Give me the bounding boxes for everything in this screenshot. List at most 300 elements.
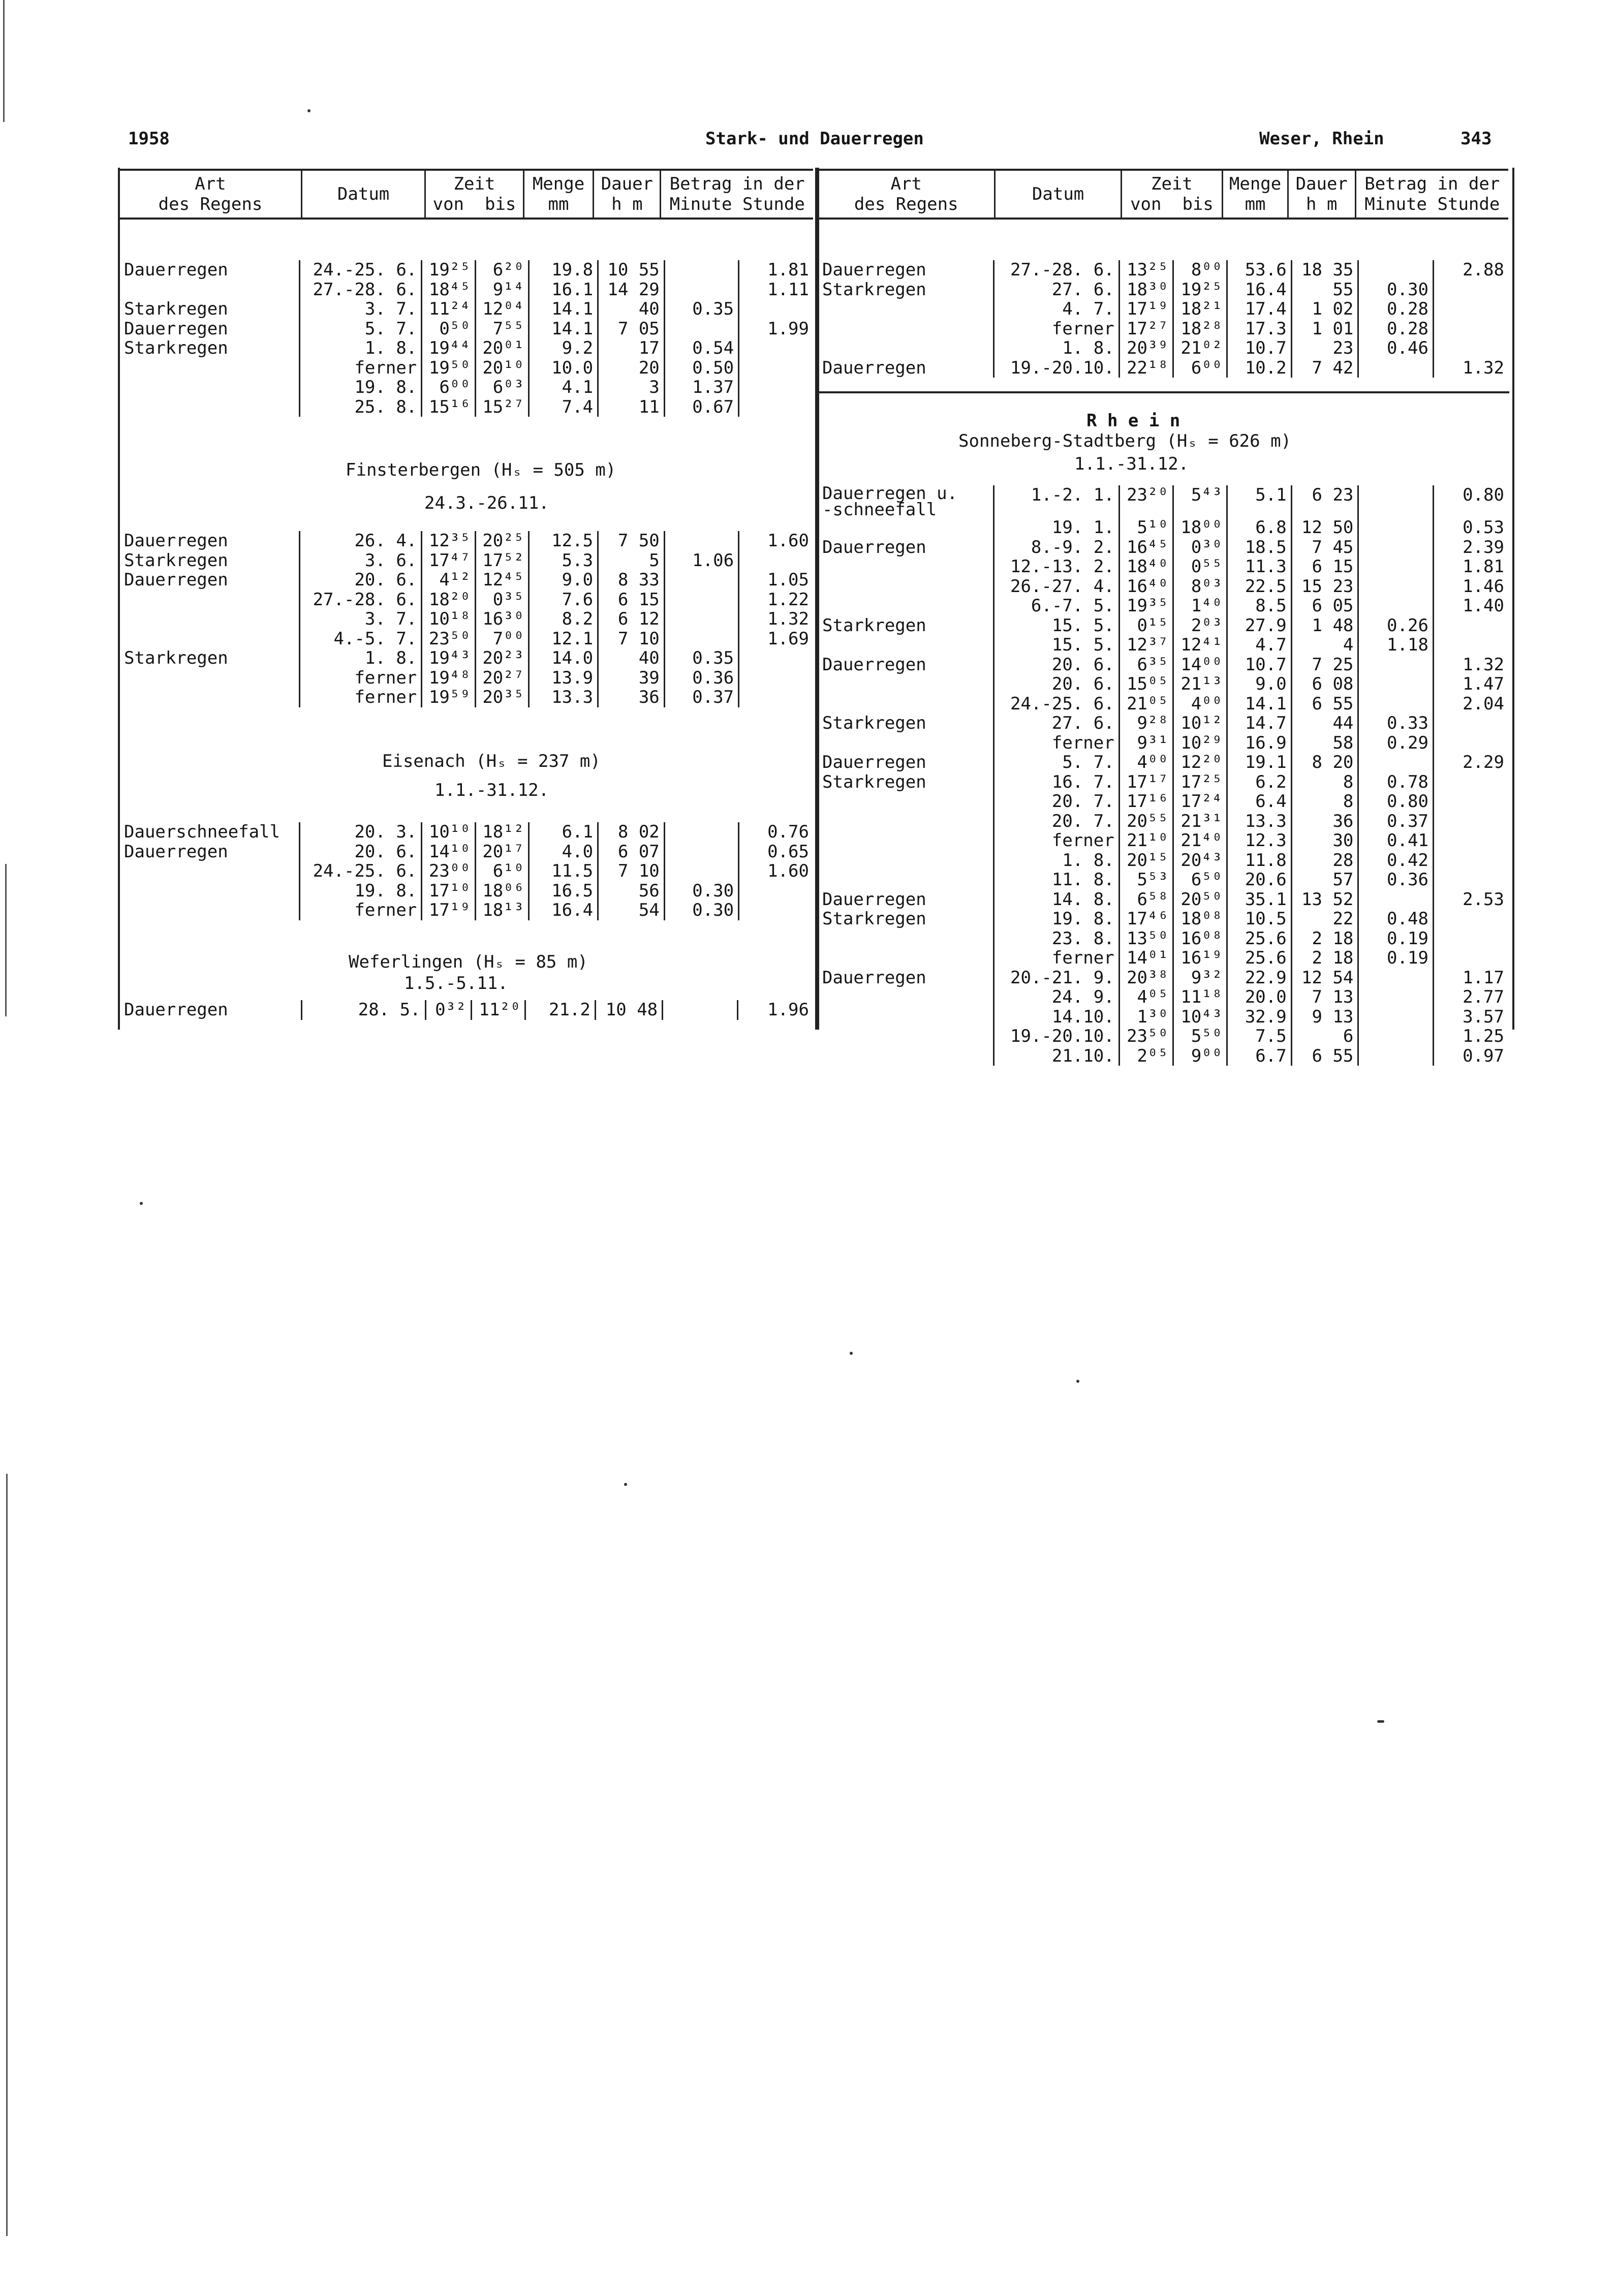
table-row <box>120 1000 813 1020</box>
row-menge: 13.3 <box>1227 812 1291 831</box>
row-stunde: 1.32 <box>739 609 813 629</box>
scan-dot <box>624 1483 627 1486</box>
row-minute <box>664 822 738 842</box>
row-art <box>120 668 299 688</box>
row-stunde <box>739 881 813 901</box>
row-art <box>818 948 994 968</box>
row-datum: 14. 8. <box>994 890 1120 910</box>
row-datum: ferner <box>994 733 1120 753</box>
row-bis: 0³⁰ <box>1173 538 1227 557</box>
table-row <box>818 753 1508 772</box>
row-datum: 27.-28. 6. <box>299 280 421 300</box>
row-menge: 8.5 <box>1227 596 1291 616</box>
row-minute <box>1358 674 1434 694</box>
left-column-header <box>120 169 813 220</box>
row-stunde <box>739 358 813 378</box>
row-von: 0¹⁵ <box>1119 616 1173 636</box>
hdr-menge: Menge mm <box>523 170 593 219</box>
hdr-betrag: Betrag in der Minute Stunde <box>1355 170 1508 219</box>
row-datum: 24.-25. 6. <box>299 260 421 280</box>
table-row <box>120 901 813 920</box>
row-menge: 14.1 <box>529 299 598 319</box>
row-stunde: 1.11 <box>739 280 813 300</box>
row-art <box>120 861 299 881</box>
row-menge: 17.4 <box>1227 299 1291 319</box>
row-bis: 20¹⁷ <box>475 842 529 862</box>
row-menge: 53.6 <box>1227 260 1291 280</box>
row-datum: 19. 1. <box>994 518 1120 538</box>
table-row <box>120 688 813 707</box>
row-menge: 14.0 <box>529 648 598 668</box>
row-art: Dauerregen <box>822 967 926 988</box>
hdr-art: Art des Regens <box>854 174 958 214</box>
row-von: 23²⁰ <box>1119 485 1173 518</box>
row-stunde <box>739 397 813 417</box>
row-minute <box>1358 968 1434 988</box>
row-dauer: 6 15 <box>1291 557 1358 577</box>
row-minute <box>664 629 738 649</box>
table-row <box>818 1046 1508 1066</box>
row-art <box>818 557 994 577</box>
row-minute <box>1358 557 1434 577</box>
row-bis: 5⁵⁰ <box>1173 1027 1227 1046</box>
row-art: Dauerregen <box>822 654 926 675</box>
table-row <box>120 842 813 862</box>
table-row <box>818 870 1508 890</box>
row-minute: 0.30 <box>664 901 738 920</box>
row-art <box>120 280 299 300</box>
row-von: 17⁴⁶ <box>1119 909 1173 929</box>
row-art <box>818 319 994 339</box>
row-art: Dauerregen <box>822 260 926 280</box>
row-stunde: 1.96 <box>738 1000 813 1020</box>
row-dauer: 6 23 <box>1291 485 1358 518</box>
row-von: 15⁰⁵ <box>1119 674 1173 694</box>
scan-edge-mark <box>5 864 7 1016</box>
row-minute: 0.46 <box>1358 338 1434 358</box>
rhein-separator <box>817 391 1509 393</box>
row-datum: 28. 5. <box>302 1000 425 1020</box>
row-dauer: 22 <box>1291 909 1358 929</box>
row-datum: 15. 5. <box>994 616 1120 636</box>
row-minute <box>664 861 738 881</box>
row-minute: 0.30 <box>664 881 738 901</box>
row-menge: 14.1 <box>1227 694 1291 714</box>
row-bis: 8⁰⁰ <box>1173 260 1227 280</box>
row-von: 20¹⁵ <box>1119 851 1173 871</box>
row-datum: 19. 8. <box>299 881 421 901</box>
row-menge: 32.9 <box>1227 1007 1291 1027</box>
row-datum: 1. 8. <box>299 648 421 668</box>
row-von: 0³² <box>425 1000 471 1020</box>
row-art: Dauerregen u. -schneefall <box>822 483 958 520</box>
table-row <box>120 338 813 358</box>
row-art: Starkregen <box>822 771 926 792</box>
row-menge: 14.1 <box>529 319 598 339</box>
row-art <box>818 733 994 753</box>
row-dauer: 8 <box>1291 772 1358 792</box>
row-minute: 0.54 <box>664 338 738 358</box>
row-art <box>818 635 994 655</box>
row-stunde <box>1433 870 1508 890</box>
row-von: 4⁰⁰ <box>1119 753 1173 772</box>
row-bis: 10¹² <box>1173 713 1227 733</box>
row-datum: ferner <box>994 948 1120 968</box>
row-stunde: 1.40 <box>1433 596 1508 616</box>
row-datum: 5. 7. <box>299 319 421 339</box>
row-stunde: 1.32 <box>1433 358 1508 378</box>
row-minute <box>1358 1046 1434 1066</box>
row-von: 13²⁵ <box>1119 260 1173 280</box>
row-art: Dauerregen <box>822 889 926 910</box>
row-von: 17¹⁶ <box>1119 792 1173 812</box>
row-menge: 8.2 <box>529 609 598 629</box>
row-bis: 6⁰³ <box>475 378 529 397</box>
row-dauer: 10 55 <box>598 260 665 280</box>
row-dauer: 2 18 <box>1291 948 1358 968</box>
row-datum: 25. 8. <box>299 397 421 417</box>
row-datum: 20. 3. <box>299 822 421 842</box>
row-minute: 0.37 <box>664 688 738 707</box>
row-dauer: 54 <box>598 901 665 920</box>
row-von: 17¹⁰ <box>422 881 475 901</box>
row-minute <box>1358 1027 1434 1046</box>
row-stunde: 2.77 <box>1433 987 1508 1007</box>
row-menge: 21.2 <box>525 1000 596 1020</box>
row-stunde <box>1433 635 1508 655</box>
scan-dot <box>1076 1380 1079 1383</box>
row-dauer: 20 <box>598 358 665 378</box>
row-von: 19⁵⁹ <box>422 688 475 707</box>
row-dauer: 55 <box>1291 280 1358 300</box>
table-row <box>818 485 1508 518</box>
row-bis: 18⁰⁸ <box>1173 909 1227 929</box>
row-art: Dauerregen <box>124 841 228 862</box>
row-menge: 16.1 <box>529 280 598 300</box>
row-minute <box>1358 538 1434 557</box>
row-stunde <box>1433 733 1508 753</box>
right-column-header <box>818 169 1508 220</box>
table-row <box>120 280 813 300</box>
row-minute <box>1358 655 1434 675</box>
table-row <box>120 648 813 668</box>
table-row <box>818 968 1508 988</box>
row-datum: 26. 4. <box>299 531 421 551</box>
row-von: 5⁵³ <box>1119 870 1173 890</box>
row-minute: 0.28 <box>1358 319 1434 339</box>
row-art <box>818 851 994 871</box>
row-art: Starkregen <box>822 279 926 300</box>
row-datum: ferner <box>299 358 421 378</box>
row-bis: 12⁴¹ <box>1173 635 1227 655</box>
row-datum: 3. 7. <box>299 299 421 319</box>
row-minute: 1.18 <box>1358 635 1434 655</box>
row-minute <box>1358 260 1434 280</box>
row-menge: 12.5 <box>529 531 598 551</box>
row-art <box>120 378 299 397</box>
row-bis: 20⁵⁰ <box>1173 890 1227 910</box>
station-period-sonneberg: 1.1.-31.12. <box>1074 454 1189 474</box>
row-dauer: 7 10 <box>598 861 665 881</box>
row-art: Dauerregen <box>822 752 926 772</box>
row-dauer: 6 08 <box>1291 674 1358 694</box>
row-art <box>120 358 299 378</box>
row-dauer: 7 13 <box>1291 987 1358 1007</box>
row-minute: 0.67 <box>664 397 738 417</box>
row-von: 16⁴⁰ <box>1119 577 1173 597</box>
row-bis: 17⁵² <box>475 551 529 571</box>
row-menge: 22.9 <box>1227 968 1291 988</box>
row-minute <box>664 842 738 862</box>
row-von: 18⁴⁵ <box>422 280 475 300</box>
row-bis: 21¹³ <box>1173 674 1227 694</box>
scan-edge-mark <box>3 0 5 122</box>
row-stunde <box>1433 713 1508 733</box>
row-minute: 0.36 <box>1358 870 1434 890</box>
table-row <box>120 881 813 901</box>
row-stunde <box>1433 909 1508 929</box>
row-bis: 20⁴³ <box>1173 851 1227 871</box>
row-menge: 16.5 <box>529 881 598 901</box>
row-bis: 5⁴³ <box>1173 485 1227 518</box>
row-datum: 16. 7. <box>994 772 1120 792</box>
row-art: Dauerregen <box>124 318 228 339</box>
table-row <box>120 531 813 551</box>
row-menge: 9.0 <box>529 570 598 590</box>
row-dauer: 6 55 <box>1291 694 1358 714</box>
row-von: 20³⁹ <box>1119 338 1173 358</box>
row-dauer: 40 <box>598 648 665 668</box>
page-region: Weser, Rhein <box>1259 129 1384 149</box>
row-dauer: 5 <box>598 551 665 571</box>
row-art <box>120 688 299 707</box>
row-datum: ferner <box>299 688 421 707</box>
row-art <box>120 881 299 901</box>
table-row <box>818 635 1508 655</box>
row-dauer: 28 <box>1291 851 1358 871</box>
row-menge: 17.3 <box>1227 319 1291 339</box>
table-row <box>120 319 813 339</box>
row-stunde <box>739 668 813 688</box>
row-minute: 0.33 <box>1358 713 1434 733</box>
row-datum: 20. 6. <box>994 655 1120 675</box>
row-datum: 19. 8. <box>994 909 1120 929</box>
row-von: 19⁵⁰ <box>422 358 475 378</box>
row-bis: 14⁰⁰ <box>1173 655 1227 675</box>
row-menge: 6.4 <box>1227 792 1291 812</box>
row-von: 1³⁰ <box>1119 1007 1173 1027</box>
table-row <box>818 299 1508 319</box>
row-art: Dauerregen <box>124 570 228 590</box>
row-menge: 6.8 <box>1227 518 1291 538</box>
row-menge: 10.7 <box>1227 655 1291 675</box>
station-period-weferlingen: 1.5.-5.11. <box>404 973 508 994</box>
row-stunde: 1.81 <box>1433 557 1508 577</box>
row-dauer: 6 05 <box>1291 596 1358 616</box>
row-dauer: 36 <box>598 688 665 707</box>
row-stunde: 1.46 <box>1433 577 1508 597</box>
row-art: Dauerregen <box>124 260 228 280</box>
row-datum: 4.-5. 7. <box>299 629 421 649</box>
row-von: 6⁰⁰ <box>422 378 475 397</box>
row-datum: 1. 8. <box>994 338 1120 358</box>
row-bis: 21³¹ <box>1173 812 1227 831</box>
row-stunde: 3.57 <box>1433 1007 1508 1027</box>
row-minute: 0.36 <box>664 668 738 688</box>
row-minute: 0.19 <box>1358 948 1434 968</box>
row-menge: 27.9 <box>1227 616 1291 636</box>
row-bis: 11²⁰ <box>471 1000 525 1020</box>
table-row <box>818 518 1508 538</box>
table-row <box>120 551 813 571</box>
row-bis: 17²⁴ <box>1173 792 1227 812</box>
row-von: 10¹⁸ <box>422 609 475 629</box>
row-stunde: 1.69 <box>739 629 813 649</box>
row-stunde: 0.80 <box>1433 485 1508 518</box>
row-von: 2⁰⁵ <box>1119 1046 1173 1066</box>
row-stunde <box>1433 280 1508 300</box>
row-menge: 4.7 <box>1227 635 1291 655</box>
row-minute <box>1358 987 1434 1007</box>
row-minute: 1.37 <box>664 378 738 397</box>
row-von: 19⁴³ <box>422 648 475 668</box>
table-row <box>120 590 813 610</box>
page-year: 1958 <box>128 129 170 149</box>
row-bis: 1⁴⁰ <box>1173 596 1227 616</box>
row-dauer: 7 05 <box>598 319 665 339</box>
row-datum: 1.-2. 1. <box>994 485 1120 518</box>
row-dauer: 7 42 <box>1291 358 1358 378</box>
row-menge: 11.5 <box>529 861 598 881</box>
row-dauer: 40 <box>598 299 665 319</box>
row-art: Dauerregen <box>124 531 228 551</box>
row-stunde: 1.81 <box>739 260 813 280</box>
row-dauer: 7 50 <box>598 531 665 551</box>
scan-dot <box>850 1352 853 1355</box>
table-row <box>818 812 1508 831</box>
hdr-zeit: Zeit von bis <box>1121 170 1222 219</box>
row-dauer: 13 52 <box>1291 890 1358 910</box>
row-von: 16⁴⁵ <box>1119 538 1173 557</box>
row-von: 20³⁸ <box>1119 968 1173 988</box>
row-dauer: 14 29 <box>598 280 665 300</box>
row-bis: 17²⁵ <box>1173 772 1227 792</box>
row-datum: 11. 8. <box>994 870 1120 890</box>
row-von: 9²⁸ <box>1119 713 1173 733</box>
row-dauer: 57 <box>1291 870 1358 890</box>
table-row <box>818 831 1508 851</box>
table-row <box>120 397 813 417</box>
row-von: 12³⁷ <box>1119 635 1173 655</box>
row-bis: 2⁰³ <box>1173 616 1227 636</box>
row-datum: 19.-20.10. <box>994 358 1120 378</box>
hdr-datum: Datum <box>301 170 425 219</box>
row-von: 4⁰⁵ <box>1119 987 1173 1007</box>
row-minute: 0.28 <box>1358 299 1434 319</box>
row-von: 13⁵⁰ <box>1119 929 1173 949</box>
table-row <box>818 260 1508 280</box>
row-minute <box>664 531 738 551</box>
row-dauer: 2 18 <box>1291 929 1358 949</box>
row-dauer: 12 50 <box>1291 518 1358 538</box>
row-von: 14¹⁰ <box>422 842 475 862</box>
row-von: 22¹⁸ <box>1119 358 1173 378</box>
row-stunde <box>1433 616 1508 636</box>
row-menge: 16.9 <box>1227 733 1291 753</box>
table-row <box>818 596 1508 616</box>
row-dauer: 15 23 <box>1291 577 1358 597</box>
row-stunde: 0.65 <box>739 842 813 862</box>
row-art <box>120 629 299 649</box>
row-bis: 16¹⁹ <box>1173 948 1227 968</box>
row-stunde <box>1433 929 1508 949</box>
row-art <box>120 397 299 417</box>
row-dauer: 6 55 <box>1291 1046 1358 1066</box>
row-bis: 20⁰¹ <box>475 338 529 358</box>
row-stunde <box>1433 338 1508 358</box>
left-table-block1 <box>120 260 813 417</box>
row-art <box>818 929 994 949</box>
scan-edge-mark <box>6 1474 8 2236</box>
row-von: 5¹⁰ <box>1119 518 1173 538</box>
row-datum: 19.-20.10. <box>994 1027 1120 1046</box>
row-dauer: 7 10 <box>598 629 665 649</box>
row-datum: 23. 8. <box>994 929 1120 949</box>
table-row <box>818 772 1508 792</box>
table-row <box>818 358 1508 378</box>
station-period-finsterbergen: 24.3.-26.11. <box>424 493 549 513</box>
row-von: 10¹⁰ <box>422 822 475 842</box>
row-stunde <box>1433 812 1508 831</box>
row-art: Starkregen <box>822 615 926 636</box>
row-menge: 12.1 <box>529 629 598 649</box>
row-dauer: 1 01 <box>1291 319 1358 339</box>
row-menge: 10.5 <box>1227 909 1291 929</box>
row-von: 14⁰¹ <box>1119 948 1173 968</box>
row-bis: 12²⁰ <box>1173 753 1227 772</box>
row-menge: 25.6 <box>1227 948 1291 968</box>
row-bis: 18¹³ <box>475 901 529 920</box>
row-bis: 8⁰³ <box>1173 577 1227 597</box>
row-datum: 1. 8. <box>994 851 1120 871</box>
row-art <box>120 590 299 610</box>
row-von: 17¹⁷ <box>1119 772 1173 792</box>
page-number: 343 <box>1460 129 1492 149</box>
row-menge: 19.8 <box>529 260 598 280</box>
row-datum: 24. 9. <box>994 987 1120 1007</box>
row-menge: 6.1 <box>529 822 598 842</box>
row-von: 4¹² <box>422 570 475 590</box>
row-bis: 18¹² <box>475 822 529 842</box>
row-stunde: 2.29 <box>1433 753 1508 772</box>
row-menge: 16.4 <box>1227 280 1291 300</box>
station-period-eisenach: 1.1.-31.12. <box>434 780 549 800</box>
hdr-dauer: Dauer h m <box>1288 170 1355 219</box>
row-datum: 1. 8. <box>299 338 421 358</box>
row-datum: 20. 6. <box>994 674 1120 694</box>
row-stunde: 2.04 <box>1433 694 1508 714</box>
row-dauer: 56 <box>598 881 665 901</box>
row-datum: ferner <box>994 831 1120 851</box>
row-minute: 0.42 <box>1358 851 1434 871</box>
station-title-finsterbergen: Finsterbergen (Hₛ = 505 m) <box>346 460 616 480</box>
row-stunde: 2.88 <box>1433 260 1508 280</box>
table-row <box>818 929 1508 949</box>
row-menge: 10.2 <box>1227 358 1291 378</box>
row-datum: 27.-28. 6. <box>299 590 421 610</box>
row-art: Starkregen <box>124 338 228 358</box>
row-von: 19⁴⁸ <box>422 668 475 688</box>
